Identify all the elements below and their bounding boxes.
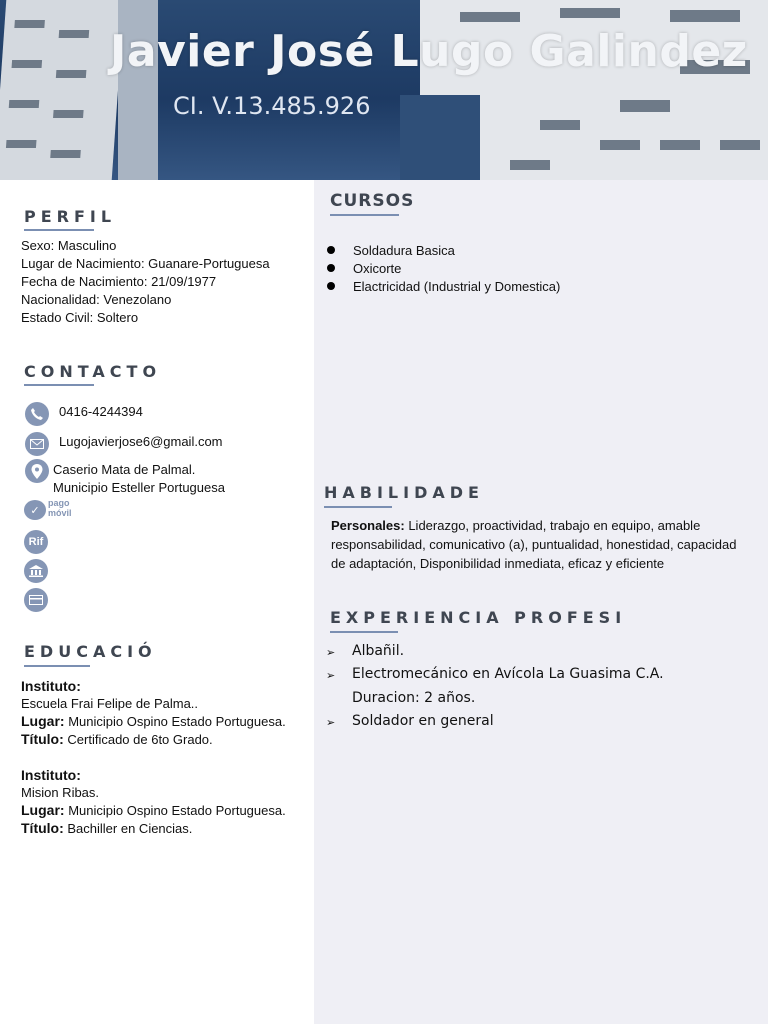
- address-line-2: Municipio Esteller Portuguesa: [53, 480, 225, 495]
- educacion-title: EDUCACIÓ: [24, 642, 157, 661]
- bullet-icon: [327, 264, 335, 272]
- curso-item: Oxicorte: [353, 261, 402, 276]
- arrow-bullet-icon: ➢: [326, 670, 336, 682]
- curso-item: Elactricidad (Industrial y Domestica): [353, 279, 561, 294]
- curso-item: Soldadura Basica: [353, 243, 455, 258]
- perfil-line: Estado Civil: Soltero: [21, 310, 139, 325]
- candidate-id: CI. V.13.485.926: [173, 92, 371, 120]
- location-icon: [25, 459, 49, 483]
- rif-icon: [24, 530, 48, 554]
- experiencia-underline: [330, 631, 398, 633]
- bullet-icon: [327, 246, 335, 254]
- cursos-underline: [330, 214, 399, 216]
- edu-lugar-row: [21, 801, 286, 820]
- educacion-underline: [24, 665, 90, 667]
- bullet-icon: [327, 282, 335, 290]
- arrow-bullet-icon: ➢: [326, 717, 336, 729]
- card-icon: [24, 588, 48, 612]
- bank-icon: [24, 559, 48, 583]
- edu-lugar: Municipio Ospino Estado Portuguesa.: [68, 803, 286, 818]
- phone-icon: [25, 402, 49, 426]
- arrow-bullet-icon: ➢: [326, 647, 336, 659]
- habilidades-line-3: de adaptación, Disponibilidad inmediata, eficaz y eficiente: [331, 556, 665, 571]
- edu-lugar: Municipio Ospino Estado Portuguesa.: [68, 714, 286, 729]
- edu-titulo: Bachiller en Ciencias.: [67, 821, 193, 836]
- edu-titulo-label: Título:: [21, 820, 64, 836]
- habilidades-label: Personales:: [331, 518, 405, 533]
- edu-instituto: Mision Ribas.: [21, 785, 100, 800]
- edu-titulo-label: Título:: [21, 731, 64, 747]
- edu-lugar-label: Lugar:: [21, 713, 65, 729]
- perfil-title: PERFIL: [24, 207, 117, 226]
- contacto-title: CONTACTO: [24, 362, 162, 381]
- edu-titulo-row: [21, 730, 213, 749]
- edu-titulo: Certificado de 6to Grado.: [67, 732, 213, 747]
- edu-instituto-label: Instituto:: [21, 678, 81, 694]
- pago-movil-icon: ✓ pago móvil: [24, 498, 84, 522]
- pago-movil-label-2: móvil: [48, 508, 72, 518]
- mail-icon: [25, 432, 49, 456]
- perfil-line: Lugar de Nacimiento: Guanare-Portuguesa: [21, 256, 270, 271]
- perfil-line: Nacionalidad: Venezolano: [21, 292, 172, 307]
- right-column: [314, 180, 768, 1024]
- habilidades-text-1: Liderazgo, proactividad, trabajo en equipo, amable: [408, 518, 701, 533]
- edu-lugar-label: Lugar:: [21, 802, 65, 818]
- header-banner: [0, 0, 768, 180]
- experiencia-item: Electromecánico en Avícola La Guasima C.A.: [352, 666, 664, 682]
- experiencia-title: EXPERIENCIA PROFESI: [330, 608, 627, 627]
- edu-titulo-row: [21, 819, 192, 838]
- contacto-underline: [24, 384, 94, 386]
- cursos-title: CURSOS: [330, 191, 415, 211]
- perfil-line: Sexo: Masculino: [21, 238, 117, 253]
- experiencia-item: Albañil.: [352, 643, 405, 659]
- habilidades-line-1: [331, 517, 700, 535]
- experiencia-duration: Duracion: 2 años.: [352, 690, 476, 706]
- habilidades-underline: [324, 506, 392, 508]
- email-address[interactable]: Lugojavierjose6@gmail.com: [59, 434, 223, 449]
- perfil-underline: [24, 229, 94, 231]
- habilidades-line-2: responsabilidad, comunicativo (a), puntualidad, honestidad, capacidad: [331, 537, 737, 552]
- perfil-line: Fecha de Nacimiento: 21/09/1977: [21, 274, 217, 289]
- experiencia-item: Soldador en general: [352, 713, 494, 729]
- building-left: [0, 0, 124, 180]
- address-line-1: Caserio Mata de Palmal.: [53, 462, 196, 477]
- edu-instituto-label: Instituto:: [21, 767, 81, 783]
- rif-label: Rif: [28, 536, 44, 548]
- habilidades-title: HABILIDADE: [324, 483, 484, 502]
- phone-number[interactable]: 0416-4244394: [59, 404, 143, 419]
- building-right-dark: [400, 95, 480, 180]
- edu-lugar-row: [21, 712, 286, 731]
- pago-movil-label-1: pago: [48, 498, 70, 508]
- edu-instituto: Escuela Frai Felipe de Palma..: [21, 696, 199, 711]
- candidate-name: Javier José Lugo Galindez: [110, 26, 748, 77]
